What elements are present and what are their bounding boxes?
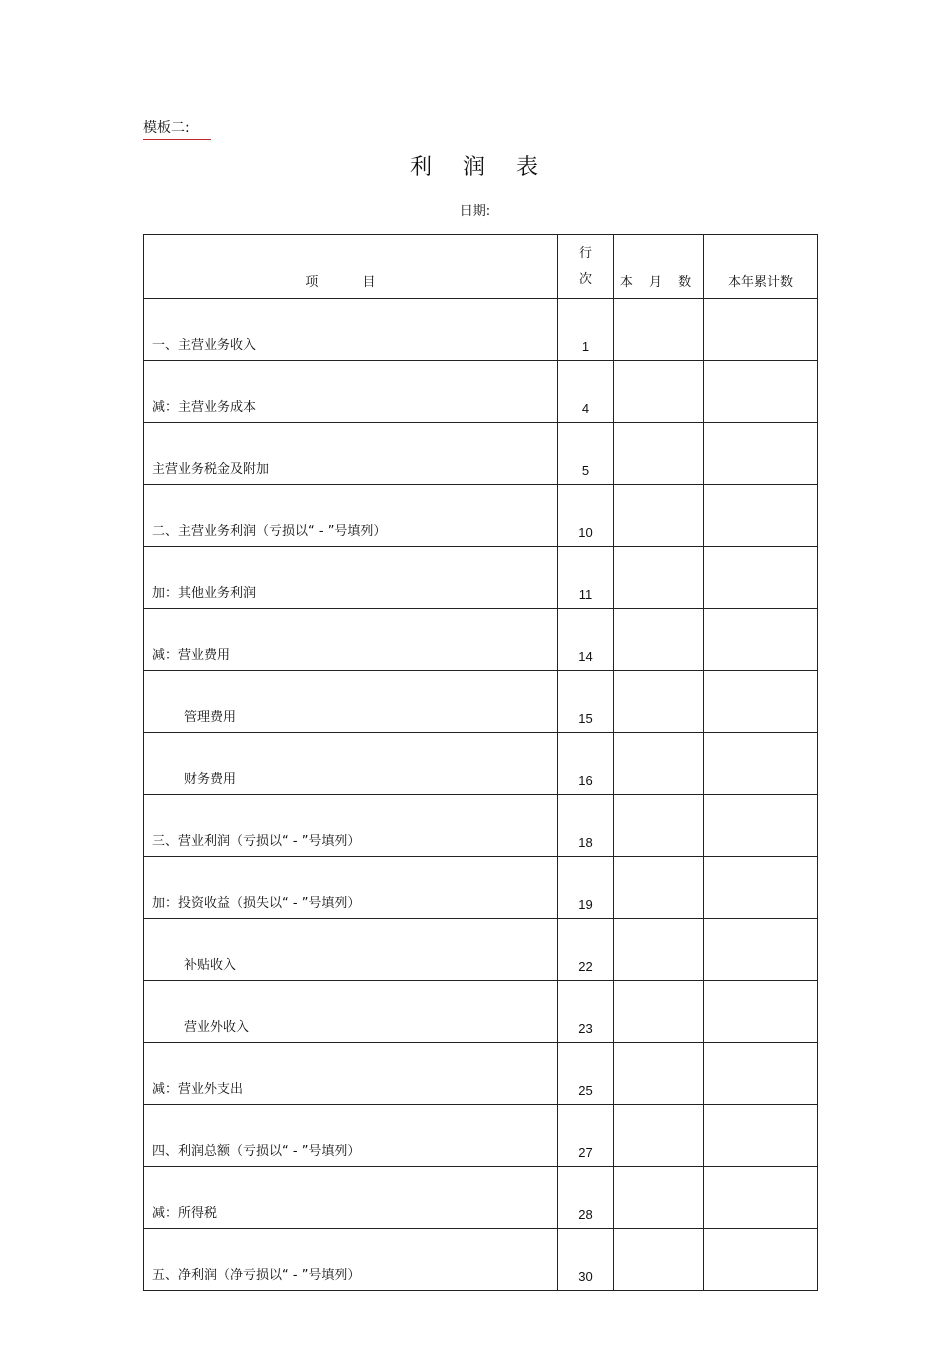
table-row [144,981,818,1043]
template-label-underline [143,139,211,140]
row-current-month-value[interactable] [614,795,704,857]
row-line-number: 27 [558,1105,614,1167]
income-statement-table [143,234,818,1291]
row-current-month-value[interactable] [614,547,704,609]
row-current-month-value[interactable] [614,733,704,795]
row-line-number: 22 [558,919,614,981]
table-row [144,671,818,733]
row-item-label: 营业外收入 [144,981,558,1043]
row-line-number: 19 [558,857,614,919]
row-item-label: 三、营业利润（亏损以“ - ”号填列） [144,795,558,857]
row-line-number: 5 [558,423,614,485]
table-row [144,423,818,485]
table-row [144,1043,818,1105]
row-current-month-value[interactable] [614,1043,704,1105]
row-current-month-value[interactable] [614,361,704,423]
row-year-to-date-value[interactable] [704,547,818,609]
row-item-label: 财务费用 [144,733,558,795]
row-current-month-value[interactable] [614,671,704,733]
row-current-month-value[interactable] [614,609,704,671]
row-line-number: 4 [558,361,614,423]
row-item-label: 管理费用 [144,671,558,733]
row-year-to-date-value[interactable] [704,733,818,795]
row-year-to-date-value[interactable] [704,981,818,1043]
row-current-month-value[interactable] [614,299,704,361]
row-current-month-value[interactable] [614,1105,704,1167]
row-line-number: 25 [558,1043,614,1105]
row-year-to-date-value[interactable] [704,919,818,981]
table-row [144,857,818,919]
table-row [144,919,818,981]
row-current-month-value[interactable] [614,1229,704,1291]
header-year-to-date: 本年累计数 [704,235,818,299]
table-row [144,1105,818,1167]
row-item-label: 加：其他业务利润 [144,547,558,609]
row-item-label: 二、主营业务利润（亏损以“ - ”号填列） [144,485,558,547]
header-line-number [558,235,614,299]
page-title: 利 润 表 [410,155,550,180]
row-year-to-date-value[interactable] [704,1167,818,1229]
table-header-row [144,235,818,299]
row-line-number: 15 [558,671,614,733]
table-row [144,1167,818,1229]
row-item-label: 减：营业外支出 [144,1043,558,1105]
table-row [144,795,818,857]
row-item-label: 五、净利润（净亏损以“ - ”号填列） [144,1229,558,1291]
row-line-number: 28 [558,1167,614,1229]
table-row [144,361,818,423]
date-label: 日期: [459,204,491,219]
row-item-label: 四、利润总额（亏损以“ - ”号填列） [144,1105,558,1167]
template-label: 模板二: [143,120,190,136]
row-year-to-date-value[interactable] [704,795,818,857]
row-line-number: 23 [558,981,614,1043]
row-item-label: 减：主营业务成本 [144,361,558,423]
row-line-number: 14 [558,609,614,671]
row-year-to-date-value[interactable] [704,1229,818,1291]
row-line-number: 16 [558,733,614,795]
row-current-month-value[interactable] [614,857,704,919]
row-year-to-date-value[interactable] [704,857,818,919]
table-row [144,299,818,361]
table-row [144,1229,818,1291]
row-item-label: 加：投资收益（损失以“ - ”号填列） [144,857,558,919]
row-line-number: 10 [558,485,614,547]
row-year-to-date-value[interactable] [704,423,818,485]
row-item-label: 一、主营业务收入 [144,299,558,361]
row-item-label: 补贴收入 [144,919,558,981]
row-year-to-date-value[interactable] [704,671,818,733]
row-current-month-value[interactable] [614,919,704,981]
table-row [144,485,818,547]
row-current-month-value[interactable] [614,423,704,485]
row-item-label: 减：营业费用 [144,609,558,671]
row-line-number: 18 [558,795,614,857]
row-year-to-date-value[interactable] [704,361,818,423]
row-year-to-date-value[interactable] [704,299,818,361]
row-line-number: 1 [558,299,614,361]
row-year-to-date-value[interactable] [704,485,818,547]
row-current-month-value[interactable] [614,981,704,1043]
row-year-to-date-value[interactable] [704,1043,818,1105]
header-item: 项 目 [144,235,558,299]
row-year-to-date-value[interactable] [704,1105,818,1167]
header-current-month: 本 月 数 [614,235,704,299]
table-row [144,609,818,671]
row-year-to-date-value[interactable] [704,609,818,671]
row-current-month-value[interactable] [614,485,704,547]
row-current-month-value[interactable] [614,1167,704,1229]
row-item-label: 减：所得税 [144,1167,558,1229]
header-line-top: 行 [578,245,592,261]
table-row [144,547,818,609]
row-line-number: 30 [558,1229,614,1291]
row-item-label: 主营业务税金及附加 [144,423,558,485]
row-line-number: 11 [558,547,614,609]
table-row [144,733,818,795]
header-line-bottom: 次 [578,271,592,287]
